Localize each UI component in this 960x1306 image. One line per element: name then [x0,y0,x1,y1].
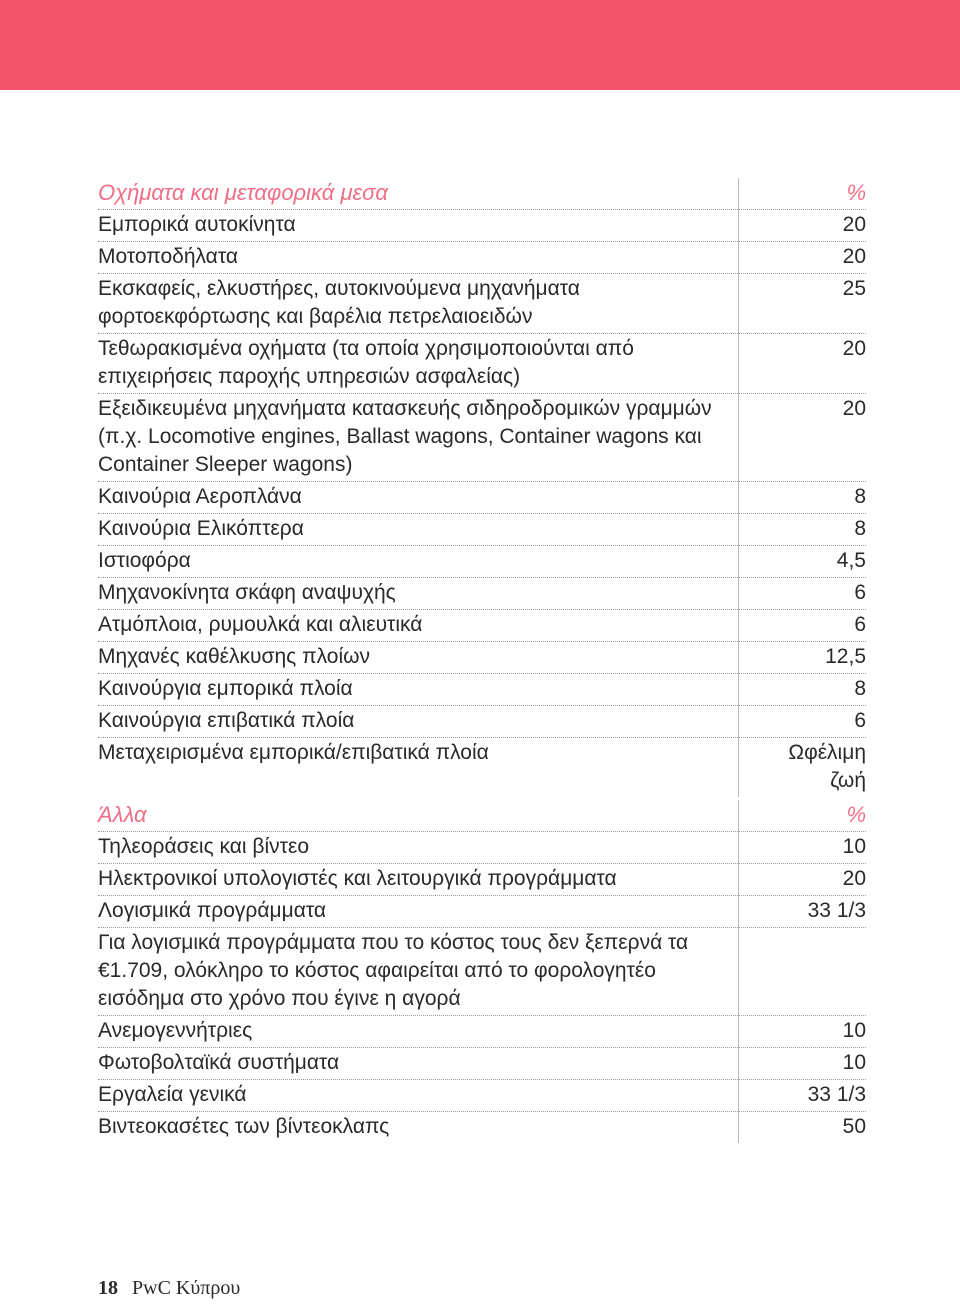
row-label: Εργαλεία γενικά [98,1083,247,1106]
row-label: Εμπορικά αυτοκίνητα [98,213,296,236]
row-label: Ανεμογεννήτριες [98,1019,253,1042]
header-percent: % [846,802,866,827]
table-row [98,610,866,642]
table-row [98,896,866,928]
row-value: 20 [842,397,866,420]
page-number: 18 [98,1277,118,1299]
column-divider [738,800,739,1143]
row-value: 20 [842,245,866,268]
row-value: 8 [854,485,866,508]
row-label: Καινούρια Αεροπλάνα [98,485,302,508]
table-row [98,334,866,394]
row-label: Βιντεοκασέτες των βίντεοκλαπς [98,1115,390,1138]
row-value: 6 [854,581,866,604]
row-label: Καινούργια εμπορικά πλοία [98,677,353,700]
row-value: 12,5 [825,645,866,668]
table-row [98,1080,866,1112]
row-label: Τηλεοράσεις και βίντεο [98,835,310,858]
row-label: Μηχανές καθέλκυσης πλοίων [98,645,371,668]
table-row [98,642,866,674]
row-value: 10 [842,835,866,858]
table-header [98,178,866,210]
row-label: Τεθωρακισμένα οχήματα (τα οποία χρησιμοποιούνται από επιχειρήσεις παροχής υπηρεσιών ασφαλείας) [98,337,634,388]
row-value: 10 [842,1019,866,1042]
top-color-band [0,0,960,90]
table-header [98,800,866,832]
table-row [98,738,866,797]
row-value: 20 [842,337,866,360]
table-row [98,1048,866,1080]
column-divider [738,178,739,797]
table-row [98,210,866,242]
row-value: 10 [842,1051,866,1074]
other-rates-table [98,800,866,1143]
table-row [98,864,866,896]
table-row [98,674,866,706]
table-row [98,514,866,546]
row-label: Μοτοποδήλατα [98,245,238,268]
row-value: 33 1/3 [807,1083,866,1106]
row-label: Φωτοβολταϊκά συστήματα [98,1051,340,1074]
row-label: Λογισμικά προγράμματα [98,899,326,922]
row-label: Καινούργια επιβατικά πλοία [98,709,355,732]
table-row [98,482,866,514]
row-value: 6 [854,709,866,732]
row-label: Ατμόπλοια, ρυμουλκά και αλιευτικά [98,613,423,636]
vehicles-rates-table [98,178,866,797]
row-value: Ωφέλιμη ζωή [788,741,866,792]
table-row [98,274,866,334]
row-value: 20 [842,213,866,236]
header-label: Οχήματα και μεταφορικά μεσα [98,180,388,205]
table-row [98,706,866,738]
row-label: Ηλεκτρονικοί υπολογιστές και λειτουργικά προγράμματα [98,867,617,890]
row-label: Εξειδικευμένα μηχανήματα κατασκευής σιδηροδρομικών γραμμών (π.χ. Locomotive engines, Ballast wagons, Container wagons και Container Sleeper wagons) [98,397,712,476]
table-row [98,832,866,864]
row-value: 6 [854,613,866,636]
table-row [98,546,866,578]
row-label: Μεταχειρισμένα εμπορικά/επιβατικά πλοία [98,741,489,764]
page-footer [98,1277,240,1300]
row-label: Για λογισμικά προγράμματα που το κόστος τους δεν ξεπερνά τα €1.709, ολόκληρο το κόστος αφαιρείται από το φορολογητέο εισόδημα στο χρόνο που έγινε η αγορά [98,931,689,1010]
table-row [98,578,866,610]
row-value: 25 [842,277,866,300]
table-row [98,1016,866,1048]
table-row [98,394,866,482]
table-row [98,1112,866,1143]
header-label: Άλλα [98,802,147,827]
row-label: Καινούρια Ελικόπτερα [98,517,304,540]
row-value: 20 [842,867,866,890]
row-value: 8 [854,517,866,540]
publisher-name: PwC Κύπρου [132,1277,241,1299]
row-label: Εκσκαφείς, ελκυστήρες, αυτοκινούμενα μηχανήματα φορτοεκφόρτωσης και βαρέλια πετρελαιοειδών [98,277,580,328]
row-value: 4,5 [836,549,866,572]
row-value: 8 [854,677,866,700]
table-row [98,928,866,1016]
row-value: 50 [842,1115,866,1138]
row-label: Ιστιοφόρα [98,549,191,572]
row-label: Μηχανοκίνητα σκάφη αναψυχής [98,581,396,604]
table-row [98,242,866,274]
header-percent: % [846,180,866,205]
row-value: 33 1/3 [807,899,866,922]
